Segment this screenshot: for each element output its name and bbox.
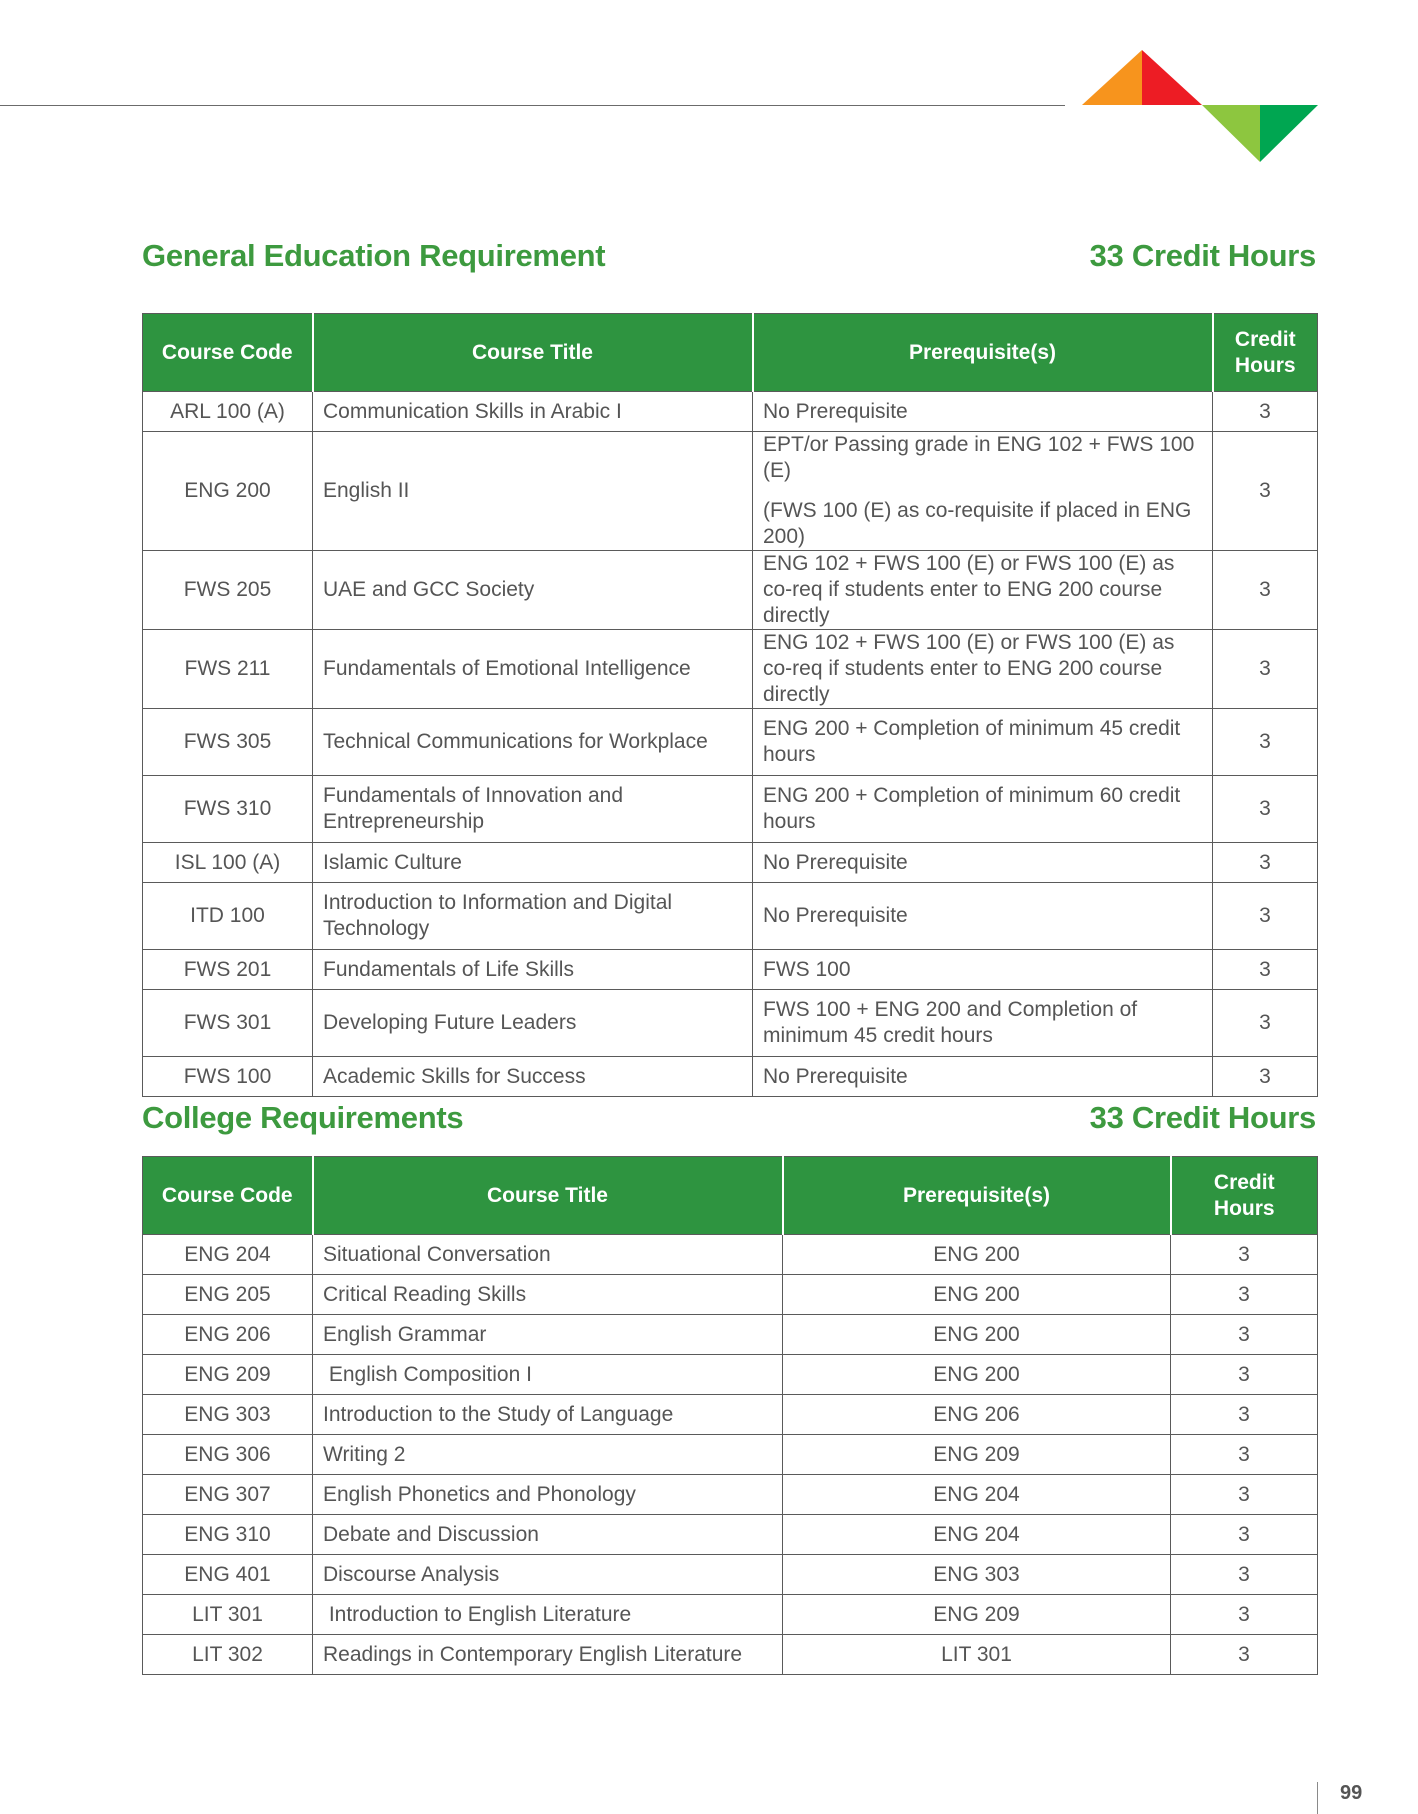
course-title-cell: Communication Skills in Arabic I bbox=[313, 392, 753, 432]
course-code-cell: FWS 211 bbox=[143, 630, 313, 709]
course-code-cell: LIT 301 bbox=[143, 1595, 313, 1635]
header-credit-hours: Credit Hours bbox=[1171, 1157, 1318, 1235]
course-code-cell: FWS 201 bbox=[143, 950, 313, 990]
credit-hours-cell: 3 bbox=[1171, 1395, 1318, 1435]
course-title-cell: Islamic Culture bbox=[313, 843, 753, 883]
table-row bbox=[143, 1355, 1318, 1395]
course-code-cell: ITD 100 bbox=[143, 883, 313, 950]
triangle-shape bbox=[1202, 105, 1260, 162]
credit-hours-cell: 3 bbox=[1213, 990, 1318, 1057]
course-title-cell: English Composition I bbox=[313, 1355, 783, 1395]
header-prerequisites: Prerequisite(s) bbox=[753, 314, 1213, 392]
course-title-cell: Situational Conversation bbox=[313, 1235, 783, 1275]
section-title: College Requirements bbox=[142, 1100, 464, 1135]
credit-hours-cell: 3 bbox=[1171, 1515, 1318, 1555]
credit-hours-cell: 3 bbox=[1213, 630, 1318, 709]
course-title-cell: Fundamentals of Life Skills bbox=[313, 950, 753, 990]
table-row bbox=[143, 1275, 1318, 1315]
header-prerequisites: Prerequisite(s) bbox=[783, 1157, 1171, 1235]
course-code-cell: FWS 100 bbox=[143, 1057, 313, 1097]
table-row bbox=[143, 1475, 1318, 1515]
course-code-cell: FWS 305 bbox=[143, 709, 313, 776]
credit-hours-cell: 3 bbox=[1171, 1475, 1318, 1515]
prerequisite-cell: ENG 200 bbox=[783, 1275, 1171, 1315]
page-number-divider bbox=[1317, 1782, 1318, 1814]
table-row bbox=[143, 709, 1318, 776]
course-title-cell: Technical Communications for Workplace bbox=[313, 709, 753, 776]
table-row bbox=[143, 883, 1318, 950]
course-title-cell: Debate and Discussion bbox=[313, 1515, 783, 1555]
credit-hours-cell: 3 bbox=[1213, 950, 1318, 990]
table-row bbox=[143, 950, 1318, 990]
prerequisite-cell: LIT 301 bbox=[783, 1635, 1171, 1675]
credit-hours-cell: 3 bbox=[1171, 1555, 1318, 1595]
section-title: General Education Requirement bbox=[142, 238, 606, 273]
credit-hours-cell: 3 bbox=[1213, 432, 1318, 551]
prerequisite-cell bbox=[753, 990, 1213, 1057]
table-header-row bbox=[143, 1157, 1318, 1235]
credit-hours-cell: 3 bbox=[1213, 843, 1318, 883]
prerequisite-cell: ENG 200 bbox=[783, 1315, 1171, 1355]
table-row bbox=[143, 392, 1318, 432]
course-title-cell: Introduction to the Study of Language bbox=[313, 1395, 783, 1435]
course-title-cell: Fundamentals of Innovation and Entrepreneurship bbox=[313, 776, 753, 843]
course-title-cell: English Phonetics and Phonology bbox=[313, 1475, 783, 1515]
table-row bbox=[143, 1235, 1318, 1275]
page-number: 99 bbox=[1340, 1782, 1363, 1804]
course-code-cell: ENG 209 bbox=[143, 1355, 313, 1395]
prerequisite-cell bbox=[753, 776, 1213, 843]
prerequisite-text: ENG 102 + FWS 100 (E) or FWS 100 (E) as co-req if students enter to ENG 200 course directly bbox=[763, 552, 1175, 627]
table-row bbox=[143, 776, 1318, 843]
prerequisite-cell: ENG 200 bbox=[783, 1235, 1171, 1275]
header-rule bbox=[0, 105, 1065, 106]
credit-hours-cell: 3 bbox=[1213, 709, 1318, 776]
table-row bbox=[143, 843, 1318, 883]
header-course-code: Course Code bbox=[143, 1157, 313, 1235]
course-code-cell: ENG 204 bbox=[143, 1235, 313, 1275]
credit-hours-cell: 3 bbox=[1213, 551, 1318, 630]
credit-hours-cell: 3 bbox=[1171, 1235, 1318, 1275]
prerequisite-cell: ENG 209 bbox=[783, 1435, 1171, 1475]
college-requirements-heading bbox=[142, 1100, 1316, 1136]
table-row bbox=[143, 1555, 1318, 1595]
credit-hours-cell: 3 bbox=[1213, 1057, 1318, 1097]
prerequisite-text: FWS 100 bbox=[763, 957, 851, 981]
table-row bbox=[143, 1057, 1318, 1097]
course-code-cell: FWS 205 bbox=[143, 551, 313, 630]
course-title-cell: Fundamentals of Emotional Intelligence bbox=[313, 630, 753, 709]
course-code-cell: ENG 310 bbox=[143, 1515, 313, 1555]
header-course-title: Course Title bbox=[313, 1157, 783, 1235]
credit-hours-cell: 3 bbox=[1213, 776, 1318, 843]
prerequisite-text: ENG 200 + Completion of minimum 60 credit hours bbox=[763, 784, 1181, 833]
prerequisite-cell bbox=[753, 1057, 1213, 1097]
prerequisite-text: No Prerequisite bbox=[763, 904, 908, 927]
course-code-cell: ENG 401 bbox=[143, 1555, 313, 1595]
credit-hours-cell: 3 bbox=[1171, 1435, 1318, 1475]
credit-hours-cell: 3 bbox=[1171, 1315, 1318, 1355]
prerequisite-text: No Prerequisite bbox=[763, 399, 908, 423]
course-title-cell: Introduction to Information and Digital Technology bbox=[313, 883, 753, 950]
table-row bbox=[143, 432, 1318, 551]
table-row bbox=[143, 1515, 1318, 1555]
prerequisite-text: FWS 100 + ENG 200 and Completion of minimum 45 credit hours bbox=[763, 998, 1138, 1047]
prerequisite-cell bbox=[753, 432, 1213, 551]
prerequisite-cell bbox=[753, 392, 1213, 432]
prerequisite-cell: ENG 303 bbox=[783, 1555, 1171, 1595]
prerequisite-cell bbox=[753, 709, 1213, 776]
triangle-shape bbox=[1142, 50, 1202, 105]
prerequisite-cell: ENG 200 bbox=[783, 1355, 1171, 1395]
prerequisite-text: No Prerequisite bbox=[763, 850, 908, 874]
course-code-cell: ISL 100 (A) bbox=[143, 843, 313, 883]
prerequisite-cell bbox=[753, 843, 1213, 883]
general-education-table bbox=[142, 313, 1318, 1097]
credit-hours-cell: 3 bbox=[1171, 1595, 1318, 1635]
credit-hours-cell: 3 bbox=[1171, 1635, 1318, 1675]
table-row bbox=[143, 551, 1318, 630]
course-title-cell: English II bbox=[313, 432, 753, 551]
college-requirements-table bbox=[142, 1156, 1318, 1675]
section-credit-hours: 33 Credit Hours bbox=[1089, 1100, 1316, 1135]
prerequisite-cell bbox=[753, 551, 1213, 630]
table-row bbox=[143, 1435, 1318, 1475]
course-code-cell: ARL 100 (A) bbox=[143, 392, 313, 432]
course-title-cell: Critical Reading Skills bbox=[313, 1275, 783, 1315]
course-title-cell: Academic Skills for Success bbox=[313, 1057, 753, 1097]
course-title-cell: Readings in Contemporary English Literature bbox=[313, 1635, 783, 1675]
header-course-title: Course Title bbox=[313, 314, 753, 392]
credit-hours-cell: 3 bbox=[1171, 1355, 1318, 1395]
course-title-cell: Discourse Analysis bbox=[313, 1555, 783, 1595]
table-row bbox=[143, 630, 1318, 709]
credit-hours-cell: 3 bbox=[1171, 1275, 1318, 1315]
triangle-shape bbox=[1082, 50, 1142, 105]
table-row bbox=[143, 1635, 1318, 1675]
course-code-cell: ENG 307 bbox=[143, 1475, 313, 1515]
triangle-logo-decoration bbox=[1080, 50, 1320, 165]
prerequisite-text: EPT/or Passing grade in ENG 102 + FWS 100 (E) bbox=[763, 433, 1195, 482]
table-row bbox=[143, 1395, 1318, 1435]
course-title-cell: UAE and GCC Society bbox=[313, 551, 753, 630]
course-code-cell: FWS 301 bbox=[143, 990, 313, 1057]
course-code-cell: ENG 200 bbox=[143, 432, 313, 551]
header-credit-hours: Credit Hours bbox=[1213, 314, 1318, 392]
section-credit-hours: 33 Credit Hours bbox=[1089, 238, 1316, 273]
prerequisite-cell: ENG 204 bbox=[783, 1515, 1171, 1555]
prerequisite-cell bbox=[753, 630, 1213, 709]
course-title-cell: Writing 2 bbox=[313, 1435, 783, 1475]
prerequisite-text: (FWS 100 (E) as co-requisite if placed in ENG 200) bbox=[763, 499, 1192, 548]
course-code-cell: LIT 302 bbox=[143, 1635, 313, 1675]
course-title-cell: Developing Future Leaders bbox=[313, 990, 753, 1057]
course-title-cell: Introduction to English Literature bbox=[313, 1595, 783, 1635]
credit-hours-cell: 3 bbox=[1213, 883, 1318, 950]
prerequisite-cell bbox=[753, 950, 1213, 990]
prerequisite-text: No Prerequisite bbox=[763, 1064, 908, 1088]
course-code-cell: ENG 303 bbox=[143, 1395, 313, 1435]
triangle-shape bbox=[1260, 105, 1318, 162]
prerequisite-cell: ENG 206 bbox=[783, 1395, 1171, 1435]
credit-hours-cell: 3 bbox=[1213, 392, 1318, 432]
course-code-cell: ENG 205 bbox=[143, 1275, 313, 1315]
prerequisite-text: ENG 200 + Completion of minimum 45 credit hours bbox=[763, 717, 1181, 766]
table-row bbox=[143, 990, 1318, 1057]
general-education-heading bbox=[142, 238, 1316, 274]
prerequisite-cell: ENG 204 bbox=[783, 1475, 1171, 1515]
table-header-row bbox=[143, 314, 1318, 392]
prerequisite-cell: ENG 209 bbox=[783, 1595, 1171, 1635]
header-course-code: Course Code bbox=[143, 314, 313, 392]
course-code-cell: FWS 310 bbox=[143, 776, 313, 843]
course-code-cell: ENG 206 bbox=[143, 1315, 313, 1355]
prerequisite-text: ENG 102 + FWS 100 (E) or FWS 100 (E) as co-req if students enter to ENG 200 course directly bbox=[763, 631, 1175, 706]
prerequisite-cell bbox=[753, 883, 1213, 950]
table-row bbox=[143, 1315, 1318, 1355]
course-title-cell: English Grammar bbox=[313, 1315, 783, 1355]
table-row bbox=[143, 1595, 1318, 1635]
course-code-cell: ENG 306 bbox=[143, 1435, 313, 1475]
